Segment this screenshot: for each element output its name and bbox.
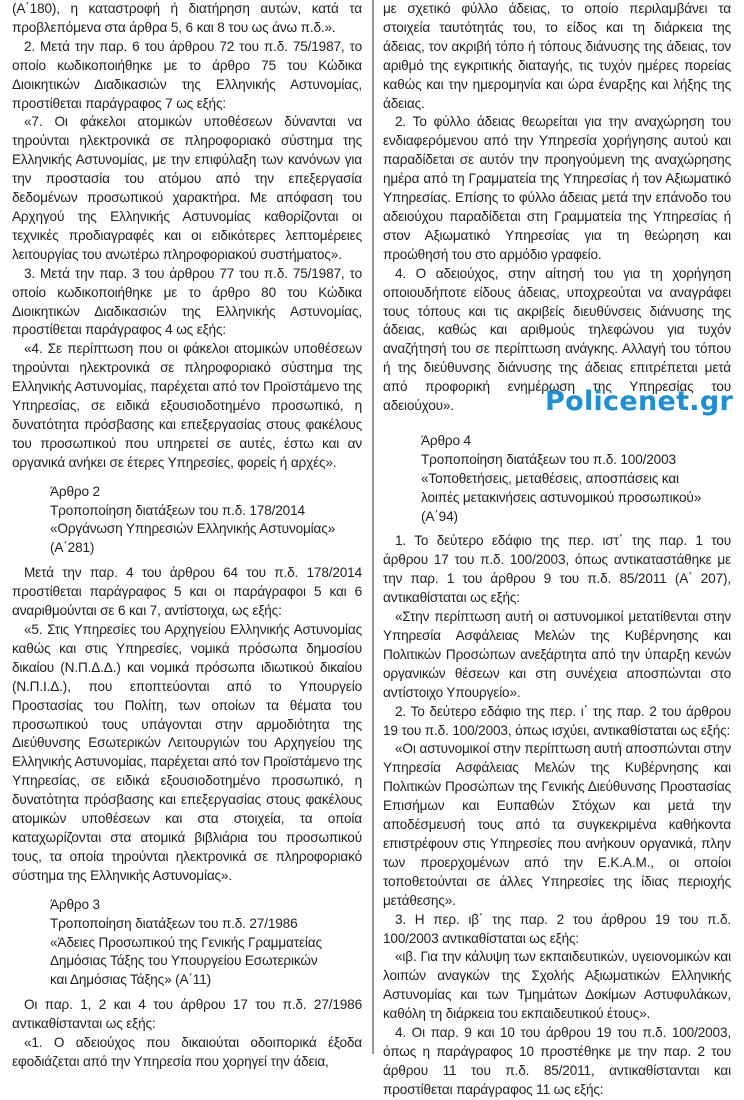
article-3-heading <box>50 896 362 991</box>
paragraph: «7. Οι φάκελοι ατομικών υποθέσεων δύνανται να τηρούνται ηλεκτρονικά σε πληροφοριακό σύστημα της Ελληνικής Αστυνομίας, με την επιφύλαξη των κανόνων για την προστασία του ατόμου από την επεξεργασία δεδομένων προσωπικού χαρακτήρα. Με απόφαση του Αρχηγού της Ελληνικής Αστυνομίας καθορίζονται οι τεχνικές προδιαγραφές και οι ειδικότερες λεπτομέρειες λειτουργίας του ανωτέρω πληροφοριακού συστήματος». <box>12 114 362 262</box>
article-subtitle: λοιπές μετακινήσεις αστυνομικού προσωπικού» <box>421 489 702 505</box>
paragraph: 1. Το δεύτερο εδάφιο της περ. ιστ΄ της παρ. 1 του άρθρου 17 του π.δ. 100/2003, όπως αντικαταστάθηκε με την παρ. 1 του άρθρου 9 του π.δ. 85/2011 (Α΄ 207), αντικαθίσταται ως εξής: <box>383 533 731 606</box>
column-divider <box>372 0 374 1054</box>
article-title: Άρθρο 4 <box>421 432 471 448</box>
paragraph: Οι παρ. 1, 2 και 4 του άρθρου 17 του π.δ. 27/1986 αντικαθίστανται ως εξής: <box>12 997 362 1032</box>
paragraph: «Οι αστυνομικοί στην περίπτωση αυτή αποσπώνται στην Υπηρεσία Ασφάλειας Μελών της Κυβέρνησης και Πολιτικών Προσώπων της Γενικής Διεύθυνσης Προστασίας Επισήμων και Ευπαθών Στόχων και μετά την αποδέσμευσή τους από τα συγκεκριμένα καθήκοντα επιστρέφουν στις Υπηρεσίες που ανήκουν οργανικά, πλην των προερχομένων από την Ε.Κ.Α.Μ., οι οποίοι τοποθετούνται σε άλλες Υπηρεσίες της ίδιας περιοχής μετάθεσης». <box>383 741 731 908</box>
paragraph: 4. Ο αδειούχος, στην αίτησή του για τη χορήγηση οποιουδήποτε είδους άδειας, υποχρεούται να αναγράφει τους τόπους και τις ακριβείς διευθύνσεις διάνυσης της άδειας, καθώς και αριθμούς τηλεφώνου για τυχόν αναζήτησή του σε περίπτωση ανάγκης. Αλλαγή του τόπου ή της διεύθυνσης διάνυσης της άδειας επιτρέπεται μετά από προφορική ενημέρωση της Υπηρεσίας του αδειούχου». <box>383 265 731 414</box>
paragraph: 2. Το φύλλο άδειας θεωρείται για την αναχώρηση του ενδιαφερόμενου από την Υπηρεσία χορήγησης αυτού και παραδίδεται σε αυτόν την προηγούμενη της αναχώρησης ημέρα από τη Γραμματεία της Υπηρεσίας ή τον Αξιωματικό Υπηρεσίας. Επίσης το φύλλο άδειας μετά την επάνοδο του αδειούχου παραδίδεται στη Γραμματεία της Υπηρεσίας ή στον Αξιωματικό Υπηρεσίας για τη θεώρηση και προώθησή του στο αρμόδιο γραφείο. <box>383 114 731 262</box>
article-subtitle: «Οργάνωση Υπηρεσιών Ελληνικής Αστυνομίας» <box>50 521 336 537</box>
article-subtitle: (Α΄281) <box>50 540 95 556</box>
paragraph: «Στην περίπτωση αυτή οι αστυνομικοί μετατίθενται στην Υπηρεσία Ασφάλειας Μελών της Κυβέρνησης και Πολιτικών Προσώπων ανεξάρτητα από την ύπαρξη κενών οργανικών θέσεων και στη συνέχεια αποσπώνται στο αντίστοιχο Υπουργείο». <box>383 609 731 700</box>
paragraph: 2. Μετά την παρ. 6 του άρθρου 72 του π.δ. 75/1987, το οποίο κωδικοποιήθηκε με το άρθρο 75 του Κώδικα Διοικητικών Διαδικασιών της Ελληνικής Αστυνομίας, προστίθεται παράγραφος 7 ως εξής: <box>12 38 362 111</box>
paragraph: 3. Η περ. ιβ΄ της παρ. 2 του άρθρου 19 του π.δ. 100/2003 αντικαθίσταται ως εξής: <box>383 911 731 946</box>
article-2-heading <box>50 483 362 559</box>
article-subtitle: (Α΄94) <box>421 508 458 524</box>
paragraph: «4. Σε περίπτωση που οι φάκελοι ατομικών υποθέσεων τηρούνται ηλεκτρονικά σε πληροφοριακό σύστημα της Ελληνικής Αστυνομίας, παρέχεται από τον Προϊστάμενο της Υπηρεσίας, σε ειδικά εξουσιοδοτημένο προσωπικό, η δυνατότητα πρόσβασης και επεξεργασίας στους φακέλους του προσωπικού που υπηρετεί σε αυτές, έστω και αν οργανικά ανήκει σε έτερες Υπηρεσίες, φορείς ή αρχές». <box>12 341 362 470</box>
article-subtitle: Τροποποίηση διατάξεων του π.δ. 178/2014 <box>50 502 305 518</box>
article-subtitle: Δημόσιας Τάξης του Υπουργείου Εσωτερικών <box>50 953 318 969</box>
article-4-heading <box>421 432 731 527</box>
article-subtitle: Τροποποίηση διατάξεων του π.δ. 100/2003 <box>421 451 676 467</box>
right-column <box>383 0 734 1100</box>
paragraph: με σχετικό φύλλο άδειας, το οποίο περιλαμβάνει τα στοιχεία ταυτότητάς του, το είδος και τη διάρκεια της άδειας, τον ακριβή τόπο ή τόπους διάνυσης της άδειας, τον αριθμό της εγκριτικής διαταγής, τις τυχόν ημέρες πορείας καθώς και την ημερομηνία και ώρα έναρξης και λήξης της άδειας. <box>383 1 731 111</box>
paragraph: «1. Ο αδειούχος που δικαιούται οδοιπορικά έξοδα εφοδιάζεται από την Υπηρεσία που χορηγεί την άδεια, <box>12 1035 362 1069</box>
left-column <box>12 0 362 1072</box>
paragraph: «ιβ. Για την κάλυψη των εκπαιδευτικών, υγειονομικών και λοιπών αναγκών της Σχολής Αξιωματικών Ελληνικής Αστυνομίας και των Τμημάτων Δοκίμων Αστυφυλάκων, καθόλη τη διάρκεια του εκπαιδευτικού έτους». <box>383 949 731 1022</box>
article-subtitle: «Άδειες Προσωπικού της Γενικής Γραμματείας <box>50 934 322 950</box>
article-subtitle: και Δημόσιας Τάξης» (Α΄11) <box>50 972 211 988</box>
article-subtitle: «Τοποθετήσεις, μεταθέσεις, αποσπάσεις και <box>421 470 679 486</box>
paragraph: Μετά την παρ. 4 του άρθρου 64 του π.δ. 178/2014 προστίθεται παράγραφος 5 και οι παράγραφοι 5 και 6 αναριθμούνται σε 6 και 7, αντίστοιχα, ως εξής: <box>12 565 362 619</box>
article-title: Άρθρο 3 <box>50 896 100 912</box>
article-subtitle: Τροποποίηση διατάξεων του π.δ. 27/1986 <box>50 915 298 931</box>
paragraph: 3. Μετά την παρ. 3 του άρθρου 77 του π.δ. 75/1987, το οποίο κωδικοποιήθηκε με το άρθρο 80 του Κώδικα Διοικητικών Διαδικασιών της Ελληνικής Αστυνομίας, προστίθεται παράγραφος 4 ως εξής: <box>12 265 362 338</box>
paragraph: 2. Το δεύτερο εδάφιο της περ. ι΄ της παρ. 2 του άρθρου 19 του π.δ. 100/2003, όπως ισχύει, αντικαθίσταται ως εξής: <box>383 703 731 738</box>
watermark-logo: Policenet.gr <box>545 386 734 417</box>
paragraph: 4. Οι παρ. 9 και 10 του άρθρου 19 του π.δ. 100/2003, όπως η παράγραφος 10 προστέθηκε με την παρ. 2 του άρθρου 11 του π.δ. 85/2011, αντικαθίστανται και προστίθεται παράγραφος 11 ως εξής: <box>383 1025 731 1097</box>
paragraph: (Α΄180), η καταστροφή ή διατήρηση αυτών, κατά τα προβλεπόμενα στα άρθρα 5, 6 και 8 του ως άνω π.δ.». <box>12 1 362 35</box>
paragraph: «5. Στις Υπηρεσίες του Αρχηγείου Ελληνικής Αστυνομίας καθώς και στις Υπηρεσίες, νομικά πρόσωπα δημοσίου δικαίου (Ν.Π.Δ.Δ.) και νομικά πρόσωπα ιδιωτικού δικαίου (Ν.Π.Ι.Δ.), που εποπτεύονται από το Υπουργείο Προστασίας του Πολίτη, των οποίων τα θέματα του προσωπικού τους υπάγονται στην αρμοδιότητα της Διεύθυνσης Εσωτερικών Λειτουργιών του Αρχηγείου της Ελληνικής Αστυνομίας, παρέχεται από τον Προϊστάμενο της Υπηρεσίας, σε ειδικά εξουσιοδοτημένο προσωπικό, η δυνατότητα πρόσβασης και επεξεργασίας στους φακέλους ατομικών υποθέσεων και στα στοιχεία, τα οποία καταχωρίζονται στα ατομικά βιβλιάρια του προσωπικού τους, τα οποία τηρούνται ηλεκτρονικά σε πληροφοριακό σύστημα της Ελληνικής Αστυνομίας». <box>12 622 362 883</box>
article-title: Άρθρο 2 <box>50 483 100 499</box>
